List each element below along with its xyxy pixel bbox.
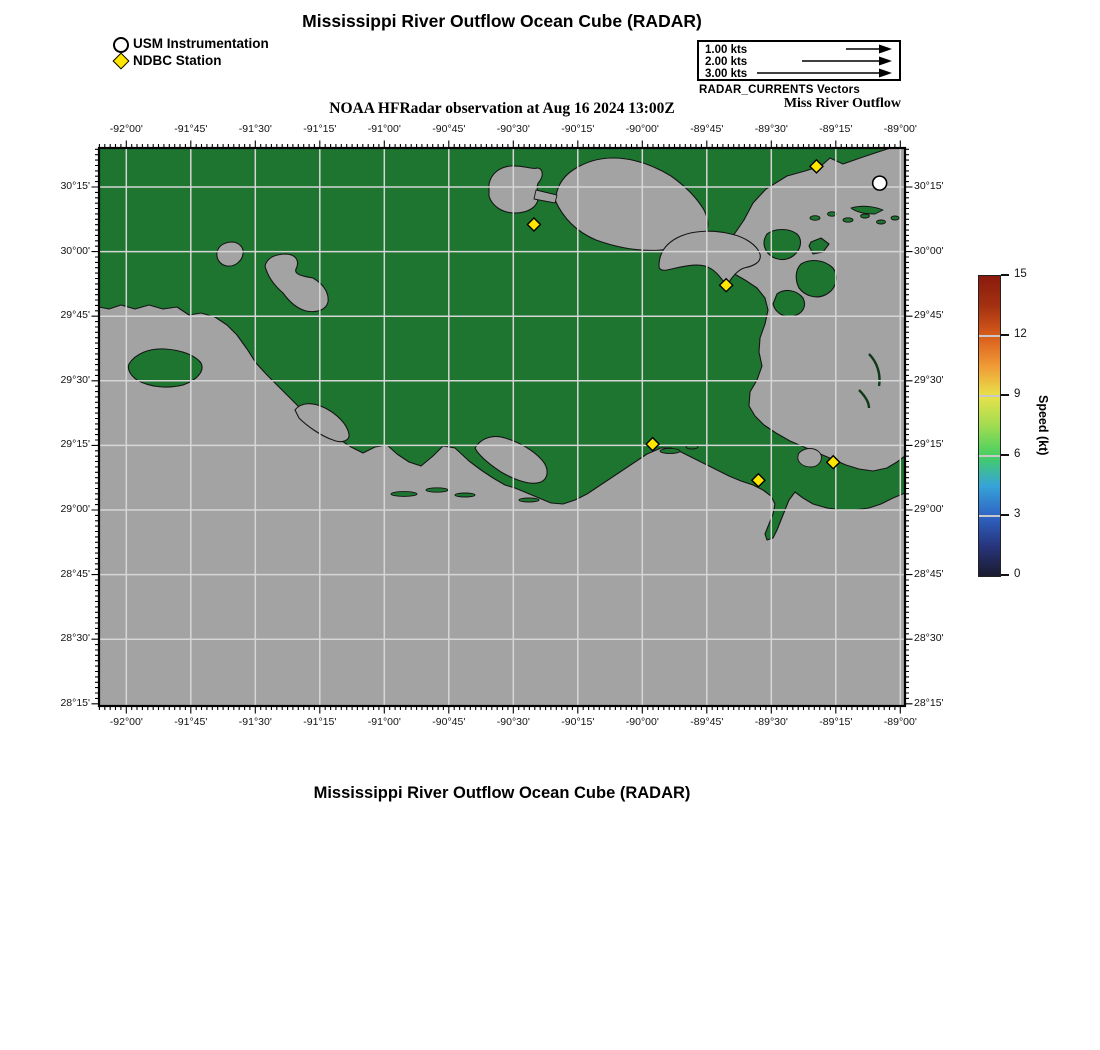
lon-tick-bottom: -91°30' <box>238 716 272 728</box>
lon-tick-top: -89°30' <box>754 123 788 135</box>
lat-tick-right: 29°30' <box>914 373 944 386</box>
colorbar-tick-label: 6 <box>1014 448 1021 460</box>
lat-tick-right: 28°15' <box>914 696 944 709</box>
lon-tick-top: -91°00' <box>367 123 401 135</box>
vector-scale-2kt: 2.00 kts <box>705 56 748 68</box>
vector-scale-caption: RADAR_CURRENTS Vectors <box>699 84 860 96</box>
colorbar-gridline <box>979 335 1000 337</box>
lat-tick-left: 30°00' <box>60 244 90 257</box>
lon-tick-bottom: -91°00' <box>367 716 401 728</box>
lon-tick-bottom: -89°15' <box>819 716 853 728</box>
lon-tick-bottom: -91°45' <box>174 716 208 728</box>
colorbar-tick <box>1001 274 1009 276</box>
lon-tick-top: -90°00' <box>625 123 659 135</box>
lon-tick-bottom: -90°45' <box>432 716 466 728</box>
colorbar-tick <box>1001 454 1009 456</box>
vector-scale-3kt: 3.00 kts <box>705 68 748 80</box>
lat-tick-left: 28°45' <box>60 567 90 580</box>
lat-tick-left: 29°15' <box>60 438 90 451</box>
usm-circle-icon <box>113 37 129 53</box>
colorbar-label: Speed (kt) <box>1036 394 1050 456</box>
lat-tick-right: 28°30' <box>914 632 944 645</box>
lat-tick-left: 30°15' <box>60 180 90 192</box>
lon-tick-bottom: -90°15' <box>561 716 595 728</box>
region-annotation: Miss River Outflow <box>783 96 901 111</box>
lon-tick-top: -90°45' <box>432 123 466 135</box>
colorbar-gridline <box>979 395 1000 397</box>
lat-tick-left: 28°15' <box>60 696 90 709</box>
lat-tick-left: 29°30' <box>60 373 90 386</box>
delta-pond <box>798 449 822 468</box>
lon-tick-bottom: -92°00' <box>109 716 143 728</box>
lake-maurepas <box>489 166 542 213</box>
colorbar-gridline <box>979 455 1000 457</box>
legend-ndbc-label: NDBC Station <box>133 53 222 68</box>
colorbar-tick-label: 9 <box>1014 388 1021 400</box>
lon-tick-top: -91°30' <box>238 123 272 135</box>
vector-arrows-icon <box>699 42 895 79</box>
lat-tick-left: 29°45' <box>60 309 90 322</box>
lon-tick-top: -92°00' <box>109 123 143 135</box>
lat-tick-right: 28°45' <box>914 567 944 580</box>
lat-tick-left: 29°00' <box>60 503 90 515</box>
lon-tick-top: -89°45' <box>690 123 724 135</box>
colorbar-tick-label: 15 <box>1014 268 1027 280</box>
colorbar-tick <box>1001 334 1009 336</box>
lon-tick-bottom: -89°00' <box>883 716 917 728</box>
bottom-caption: Mississippi River Outflow Ocean Cube (RADAR) <box>313 784 691 802</box>
lat-tick-right: 29°45' <box>914 309 944 322</box>
map-canvas <box>89 138 917 718</box>
lon-tick-top: -90°30' <box>496 123 530 135</box>
colorbar-tick-label: 0 <box>1014 568 1021 580</box>
lat-tick-right: 29°15' <box>914 438 944 451</box>
lon-tick-top: -91°45' <box>174 123 208 135</box>
speed-colorbar <box>978 275 1001 577</box>
lon-tick-bottom: -90°30' <box>496 716 530 728</box>
biloxi-marsh-3 <box>773 291 805 317</box>
lon-tick-bottom: -90°00' <box>625 716 659 728</box>
lon-tick-bottom: -89°45' <box>690 716 724 728</box>
vector-scale-1kt: 1.00 kts <box>705 44 748 56</box>
usm-station-marker <box>873 176 887 190</box>
lat-tick-right: 30°15' <box>914 180 944 192</box>
lon-tick-top: -89°15' <box>819 123 853 135</box>
colorbar-tick-label: 12 <box>1014 328 1027 340</box>
observation-subtitle: NOAA HFRadar observation at Aug 16 2024 13:00Z <box>329 100 675 117</box>
lon-tick-top: -90°15' <box>561 123 595 135</box>
lat-tick-right: 30°00' <box>914 244 944 257</box>
ndbc-diamond-icon <box>113 53 130 70</box>
lon-tick-bottom: -89°30' <box>754 716 788 728</box>
vector-scale-box <box>697 40 901 81</box>
lat-tick-right: 29°00' <box>914 503 944 515</box>
legend-usm-label: USM Instrumentation <box>133 36 269 51</box>
colorbar-tick <box>1001 394 1009 396</box>
lat-tick-left: 28°30' <box>60 632 90 645</box>
lon-tick-bottom: -91°15' <box>303 716 337 728</box>
lon-tick-top: -89°00' <box>883 123 917 135</box>
biloxi-marsh-1 <box>764 230 800 260</box>
lon-tick-top: -91°15' <box>303 123 337 135</box>
colorbar-tick <box>1001 514 1009 516</box>
map <box>89 138 917 718</box>
biloxi-marsh-2 <box>796 261 836 297</box>
colorbar-tick-label: 3 <box>1014 508 1021 520</box>
colorbar-gridline <box>979 515 1000 517</box>
colorbar-tick <box>1001 574 1009 576</box>
page-title: Mississippi River Outflow Ocean Cube (RADAR) <box>302 11 702 31</box>
